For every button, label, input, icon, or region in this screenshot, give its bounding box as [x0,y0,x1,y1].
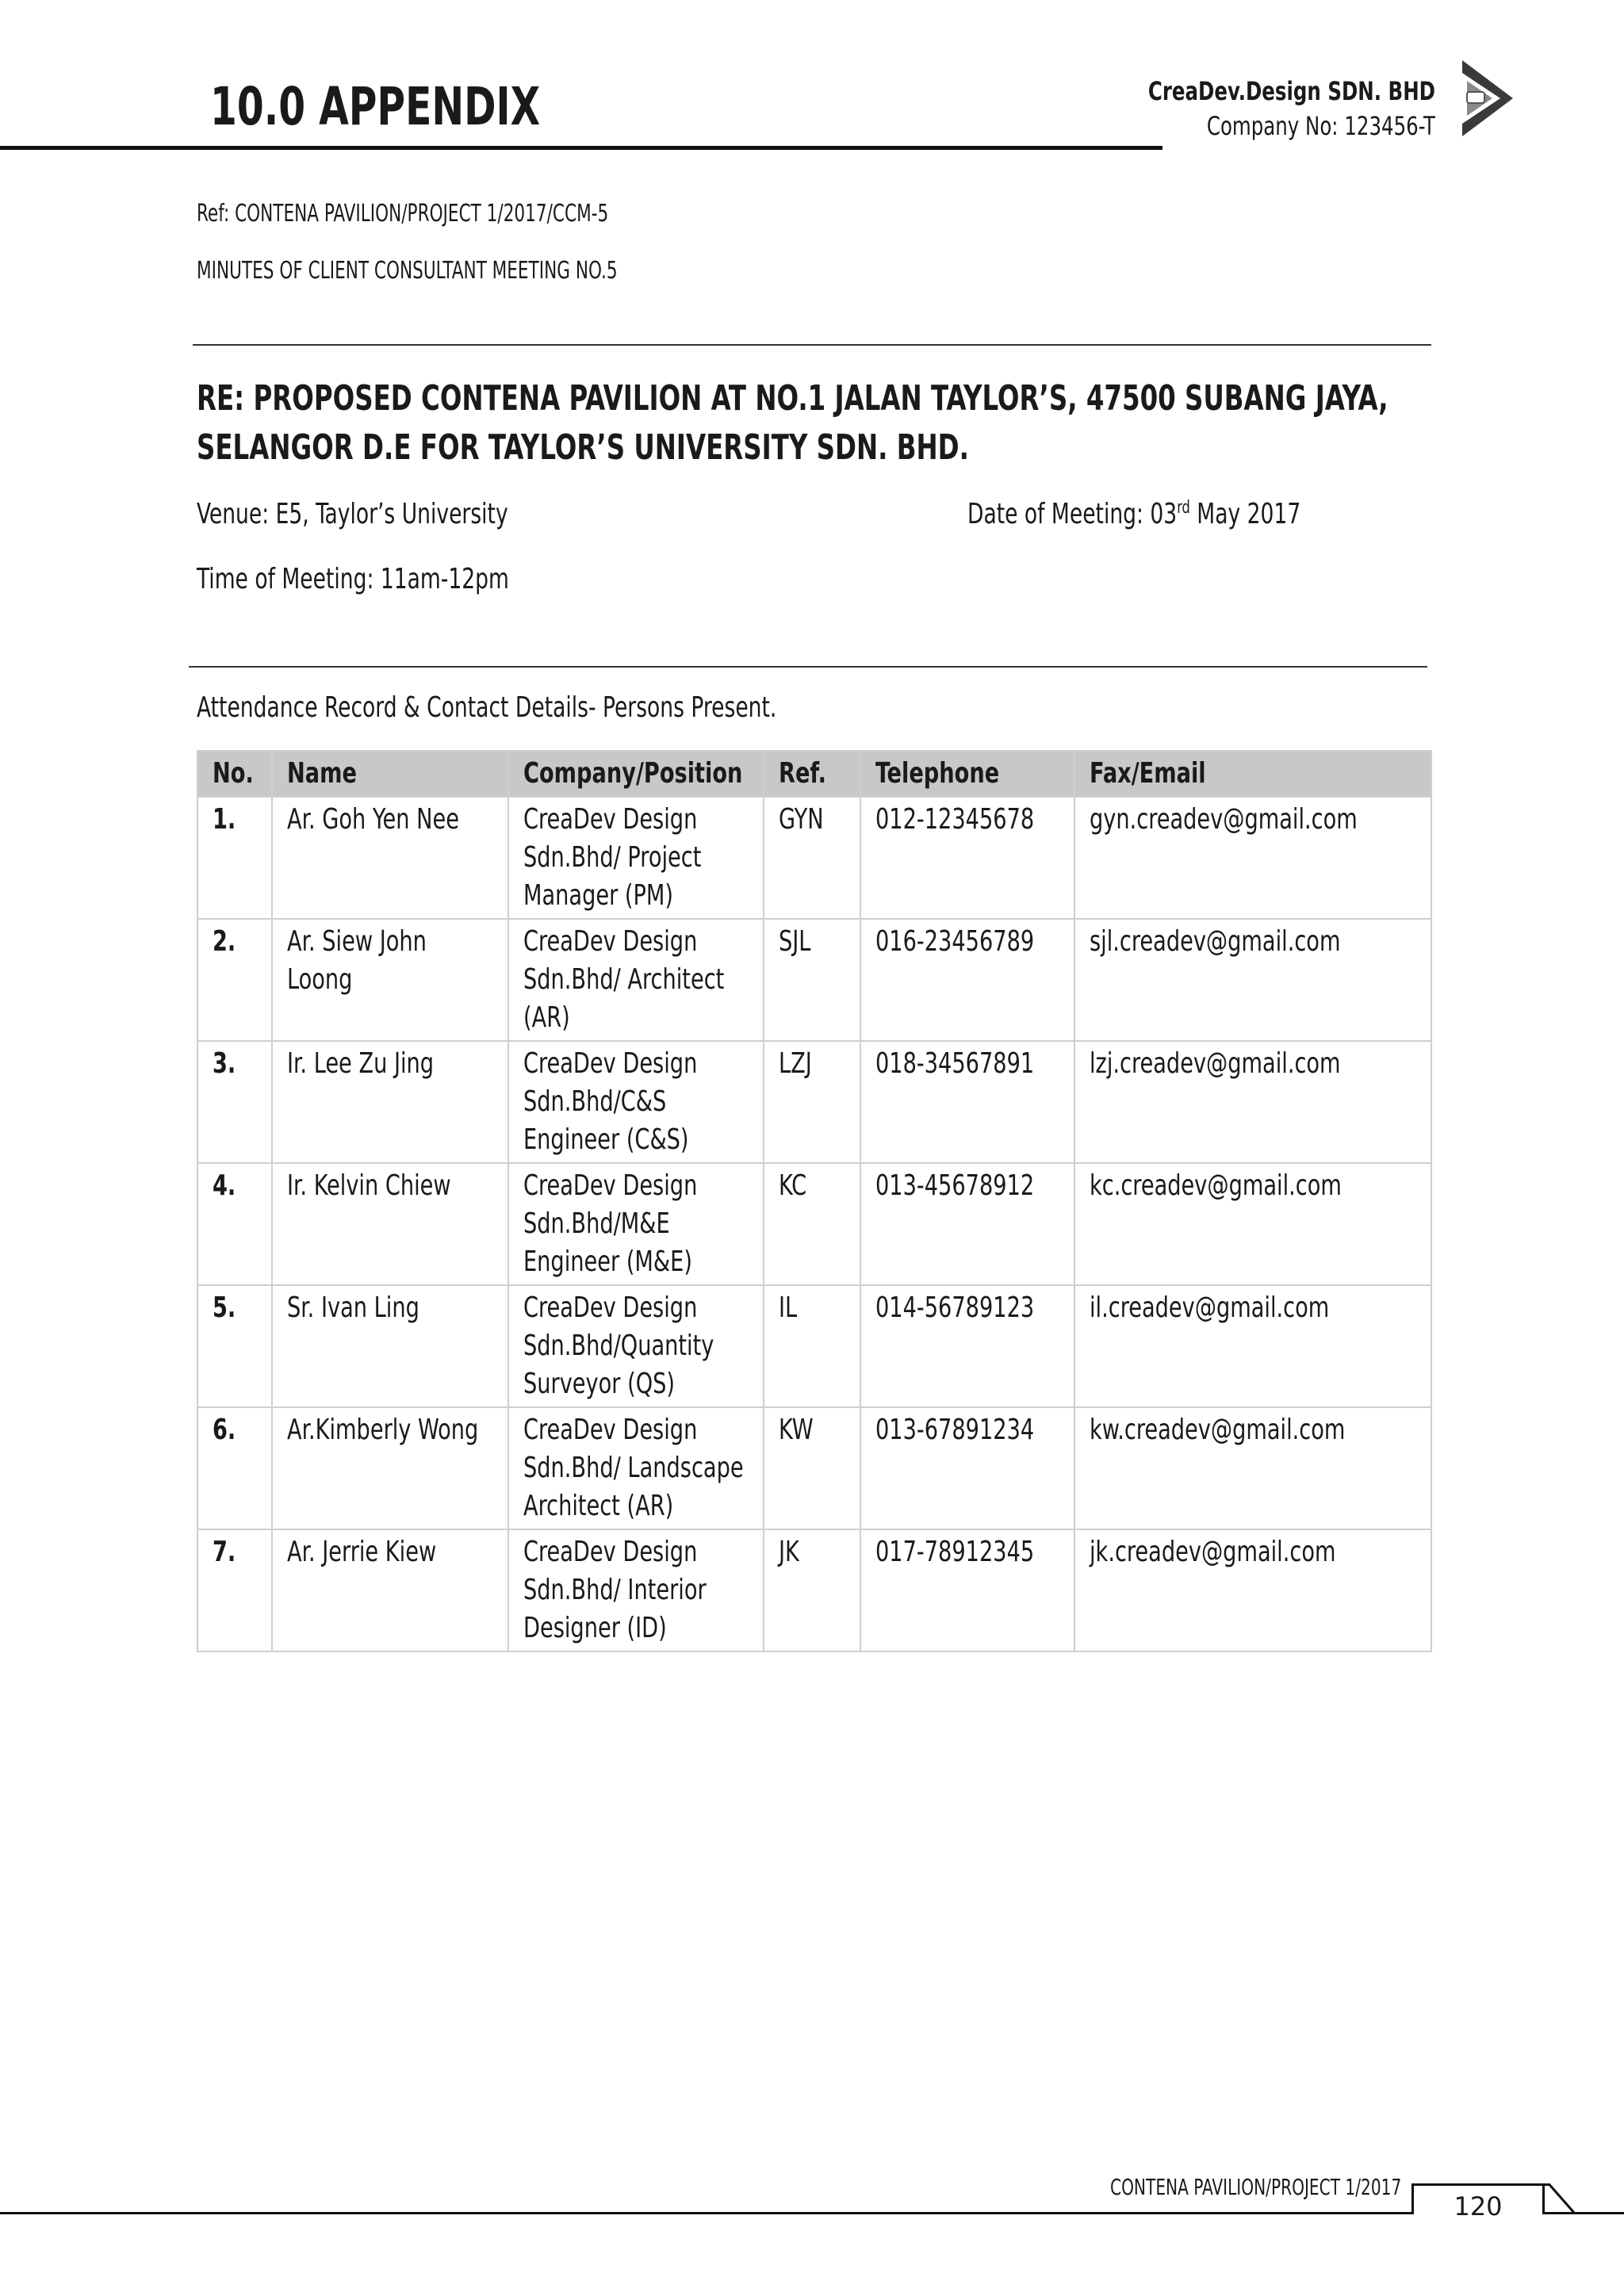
attendee-ref: JK [779,1536,799,1568]
company-position: CreaDev Design Sdn.Bhd/M&E Engineer (M&E) [523,1169,698,1278]
attendance-heading: Attendance Record & Contact Details- Persons Present. [197,691,777,724]
table-header-row [197,751,1431,797]
column-header-label: Telephone [875,757,1000,790]
creadev-logo-icon [1456,57,1519,144]
table-row [197,1407,1431,1529]
meeting-time: Time of Meeting: 11am-12pm [197,563,509,595]
column-header-email [1074,751,1431,797]
email-address: kw.creadev@gmail.com [1090,1414,1346,1446]
meeting-date [967,498,1300,530]
attendee-ref: IL [779,1292,798,1324]
minutes-title: MINUTES OF CLIENT CONSULTANT MEETING NO.5 [197,257,618,285]
table-cell [860,919,1074,1041]
attendee-name: Ir. Lee Zu Jing [287,1047,435,1080]
company-position: CreaDev Design Sdn.Bhd/ Landscape Architect (AR) [523,1414,744,1522]
table-cell [508,1163,764,1285]
table-cell [508,1529,764,1651]
table-cell [1074,1285,1431,1407]
table-cell [860,1529,1074,1651]
project-title: RE: PROPOSED CONTENA PAVILION AT NO.1 JALAN TAYLOR’S, 47500 SUBANG JAYA, SELANGOR D.E FOR TAYLOR’S UNIVERSITY SDN. BHD. [197,378,1388,468]
attendee-name: Sr. Ivan Ling [287,1292,419,1324]
header-divider [0,146,1162,150]
attendee-name: Ar.Kimberly Wong [287,1414,479,1446]
company-position: CreaDev Design Sdn.Bhd/Quantity Surveyor (QS) [523,1292,714,1400]
table-cell [860,1407,1074,1529]
attendee-ref: KW [779,1414,814,1446]
column-header-label: No. [213,757,254,790]
venue-text: Venue: E5, Taylor’s University [197,498,508,530]
table-cell [860,1285,1074,1407]
column-header-label: Fax/Email [1090,757,1206,790]
attendee-name: Ar. Goh Yen Nee [287,803,459,836]
table-cell [272,1285,508,1407]
attendee-ref: KC [779,1169,807,1202]
date-ordinal: rd [1177,498,1190,518]
column-header-name [272,751,508,797]
table-cell [197,1407,272,1529]
footer-project-ref: CONTENA PAVILION/PROJECT 1/2017 [1110,2174,1402,2200]
row-number: 3. [213,1047,236,1080]
column-header-label: Company/Position [523,757,743,790]
column-header-label: Ref. [779,757,826,790]
attendee-ref: LZJ [779,1047,812,1080]
footer-divider [0,2212,1624,2214]
table-cell [1074,1529,1431,1651]
date-suffix: May 2017 [1189,498,1301,530]
company-position: CreaDev Design Sdn.Bhd/ Interior Designer (ID) [523,1536,707,1644]
table-cell [272,919,508,1041]
row-number: 4. [213,1169,236,1202]
company-position: CreaDev Design Sdn.Bhd/C&S Engineer (C&S) [523,1047,698,1156]
column-header-no [197,751,272,797]
page-heading: 10.0 APPENDIX [210,76,541,137]
company-position: CreaDev Design Sdn.Bhd/ Architect (AR) [523,925,725,1034]
table-row [197,797,1431,919]
table-cell [508,1407,764,1529]
email-address: il.creadev@gmail.com [1090,1292,1330,1324]
section-divider [193,344,1431,346]
email-address: kc.creadev@gmail.com [1090,1169,1342,1202]
attendee-name: Ar. Siew John Loong [287,925,427,996]
table-cell [508,1041,764,1163]
table-row [197,1041,1431,1163]
telephone: 012-12345678 [875,803,1035,836]
table-cell [860,1041,1074,1163]
table-cell [764,1529,860,1651]
table-cell [508,1285,764,1407]
attendee-name: Ar. Jerrie Kiew [287,1536,437,1568]
table-cell [197,1529,272,1651]
table-cell [197,1163,272,1285]
column-header-ref [764,751,860,797]
attendance-table [197,750,1432,1652]
row-number: 6. [213,1414,236,1446]
reference-line: Ref: CONTENA PAVILION/PROJECT 1/2017/CCM-5 [197,200,609,228]
table-cell [1074,919,1431,1041]
attendee-ref: GYN [779,803,824,836]
table-cell [272,1163,508,1285]
table-cell [508,919,764,1041]
table-cell [764,919,860,1041]
page-number: 120 [1411,2183,1545,2214]
telephone: 013-45678912 [875,1169,1035,1202]
table-row [197,919,1431,1041]
table-cell [1074,1407,1431,1529]
table-cell [860,797,1074,919]
table-cell [1074,797,1431,919]
table-cell [860,1163,1074,1285]
telephone: 013-67891234 [875,1414,1035,1446]
table-row [197,1285,1431,1407]
row-number: 2. [213,925,236,958]
table-cell [764,1285,860,1407]
date-prefix: Date of Meeting: 03 [967,498,1178,530]
row-number: 1. [213,803,236,836]
table-cell [1074,1041,1431,1163]
table-cell [197,797,272,919]
table-row [197,1163,1431,1285]
table-cell [197,1041,272,1163]
table-cell [197,919,272,1041]
table-cell [1074,1163,1431,1285]
telephone: 017-78912345 [875,1536,1035,1568]
company-position: CreaDev Design Sdn.Bhd/ Project Manager (PM) [523,803,702,912]
table-cell [272,797,508,919]
telephone: 014-56789123 [875,1292,1035,1324]
telephone: 018-34567891 [875,1047,1035,1080]
row-number: 7. [213,1536,236,1568]
section-divider [189,666,1427,668]
row-number: 5. [213,1292,236,1324]
email-address: sjl.creadev@gmail.com [1090,925,1341,958]
table-cell [272,1529,508,1651]
page-tab-corner [1538,2183,1576,2215]
table-cell [764,1407,860,1529]
table-cell [272,1041,508,1163]
attendee-name: Ir. Kelvin Chiew [287,1169,451,1202]
table-cell [197,1285,272,1407]
company-name: CreaDev.Design SDN. BHD [1147,76,1435,106]
table-cell [764,1041,860,1163]
table-cell [764,797,860,919]
company-number: Company No: 123456-T [1206,111,1435,141]
table-cell [272,1407,508,1529]
table-cell [508,797,764,919]
table-cell [764,1163,860,1285]
column-header-telephone [860,751,1074,797]
column-header-position [508,751,764,797]
email-address: lzj.creadev@gmail.com [1090,1047,1341,1080]
email-address: gyn.creadev@gmail.com [1090,803,1358,836]
telephone: 016-23456789 [875,925,1035,958]
column-header-label: Name [287,757,357,790]
email-address: jk.creadev@gmail.com [1090,1536,1336,1568]
table-row [197,1529,1431,1651]
attendee-ref: SJL [779,925,811,958]
